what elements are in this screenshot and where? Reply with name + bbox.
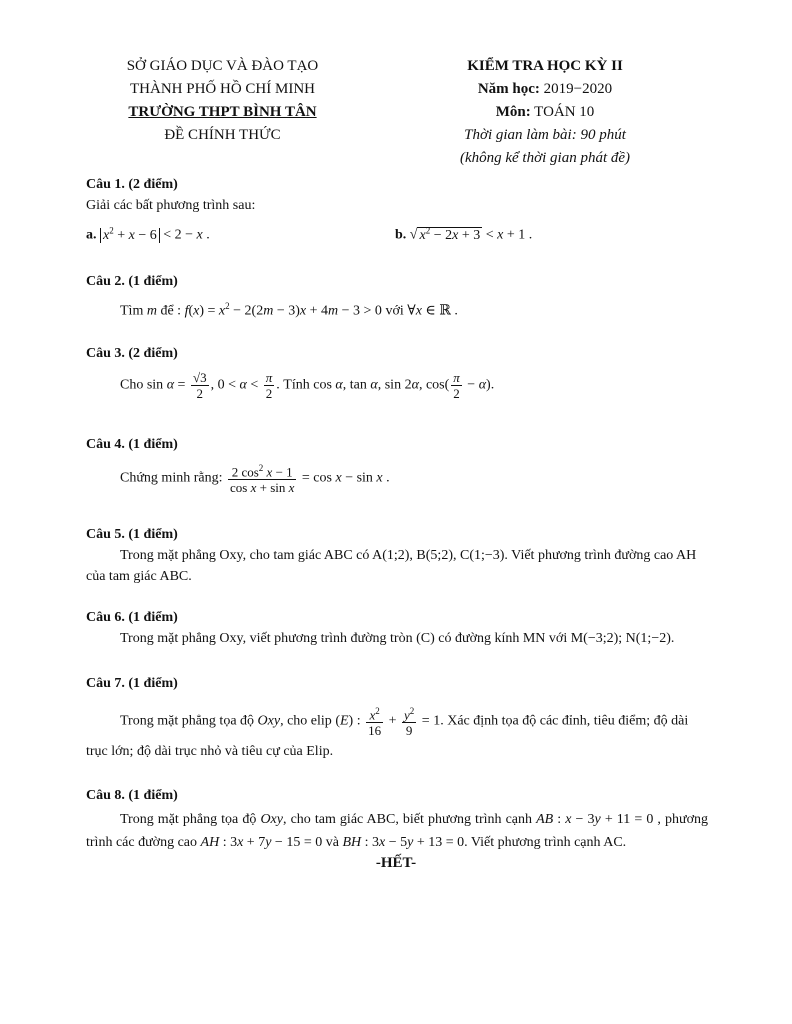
question-title: Câu 4. (1 điểm): [86, 437, 178, 452]
time-note: (không kể thời gian phát đề): [459, 150, 631, 166]
question-6: [86, 607, 708, 649]
question-parts: [86, 218, 708, 244]
school-year: Năm học: 2019−2020: [477, 81, 613, 97]
question-5: [86, 524, 708, 587]
question-title: Câu 8. (1 điểm): [86, 788, 178, 803]
question-title: Câu 5. (1 điểm): [86, 527, 178, 542]
question-4: [86, 434, 708, 495]
question-title: Câu 7. (1 điểm): [86, 676, 178, 691]
question-body: Trong mặt phẳng Oxy, viết phương trình đường tròn (C) có đường kính MN với M(−3;2); N(1;−2).: [120, 631, 675, 646]
question-body: Trong mặt phẳng tọa độ Oxy, cho elip (E) : $\frac{x^2}{16}$ + $\frac{y^2}{9}$ = 1. Xác định tọa độ các đỉnh, tiêu điểm; độ dài trục lớn; độ dài trục nhỏ và tiêu cự của Elip.: [86, 706, 689, 760]
question-title: Câu 6. (1 điểm): [86, 610, 178, 625]
question-body: Trong mặt phẳng Oxy, cho tam giác ABC có A(1;2), B(5;2), C(1;−3). Viết phương trình đường cao AH của tam giác ABC.: [86, 548, 697, 584]
subject: Môn: TOÁN 10: [495, 104, 595, 120]
question-title: Câu 3. (2 điểm): [86, 346, 178, 361]
part-a: a. $x^2 + x - 6 < 2 - x$ .: [86, 225, 210, 243]
department-name: SỞ GIÁO DỤC VÀ ĐÀO TẠO: [126, 58, 319, 74]
question-title: Câu 2. (1 điểm): [86, 274, 178, 289]
time-limit: Thời gian làm bài: 90 phút: [464, 127, 626, 143]
exam-title: KIỂM TRA HỌC KỲ II: [467, 58, 623, 74]
question-body: Cho sin α = $\frac{√3}{2}$ , 0 < α < $\frac{\pi}{2}$ . Tính cos α, tan α, sin 2α, cos( $\frac{\pi}{2}$ − α).: [120, 370, 495, 401]
header-right: [425, 55, 665, 170]
question-1: [86, 174, 708, 244]
question-7: [86, 673, 708, 766]
question-3: [86, 343, 708, 401]
part-b: b. √ $x^2 - 2x + 3 < x + 1$ .: [395, 225, 533, 243]
city-name: THÀNH PHỐ HỒ CHÍ MINH: [130, 81, 315, 97]
question-body: Chứng minh rằng: $\frac{2 \cos^2 x - 1}{\text{cos x + sin x}}$ = cos x − sin x .: [120, 463, 390, 496]
question-intro: Giải các bất phương trình sau:: [86, 198, 256, 213]
header-left: [100, 55, 345, 147]
school-name: TRƯỜNG THPT BÌNH TÂN: [128, 104, 317, 120]
question-8: [86, 785, 708, 854]
end-marker: -HẾT-: [375, 855, 417, 871]
question-title: Câu 1. (2 điểm): [86, 177, 178, 192]
question-body: Trong mặt phẳng tọa độ Oxy, cho tam giác ABC, biết phương trình cạnh AB : x − 3y + 11 = 0 , phương trình các đường cao AH : 3x + 7y − 15 = 0 và BH : 3x − 5y + 13 = 0. Viết phương trình cạnh AC.: [86, 812, 708, 850]
question-body: Tìm m để : $f(x) = x^2 - 2(2m - 3)x + 4m - 3 > 0$ với ∀x ∈ ℝ .: [120, 301, 458, 319]
official-label: ĐỀ CHÍNH THỨC: [164, 127, 281, 143]
question-2: [86, 271, 708, 322]
